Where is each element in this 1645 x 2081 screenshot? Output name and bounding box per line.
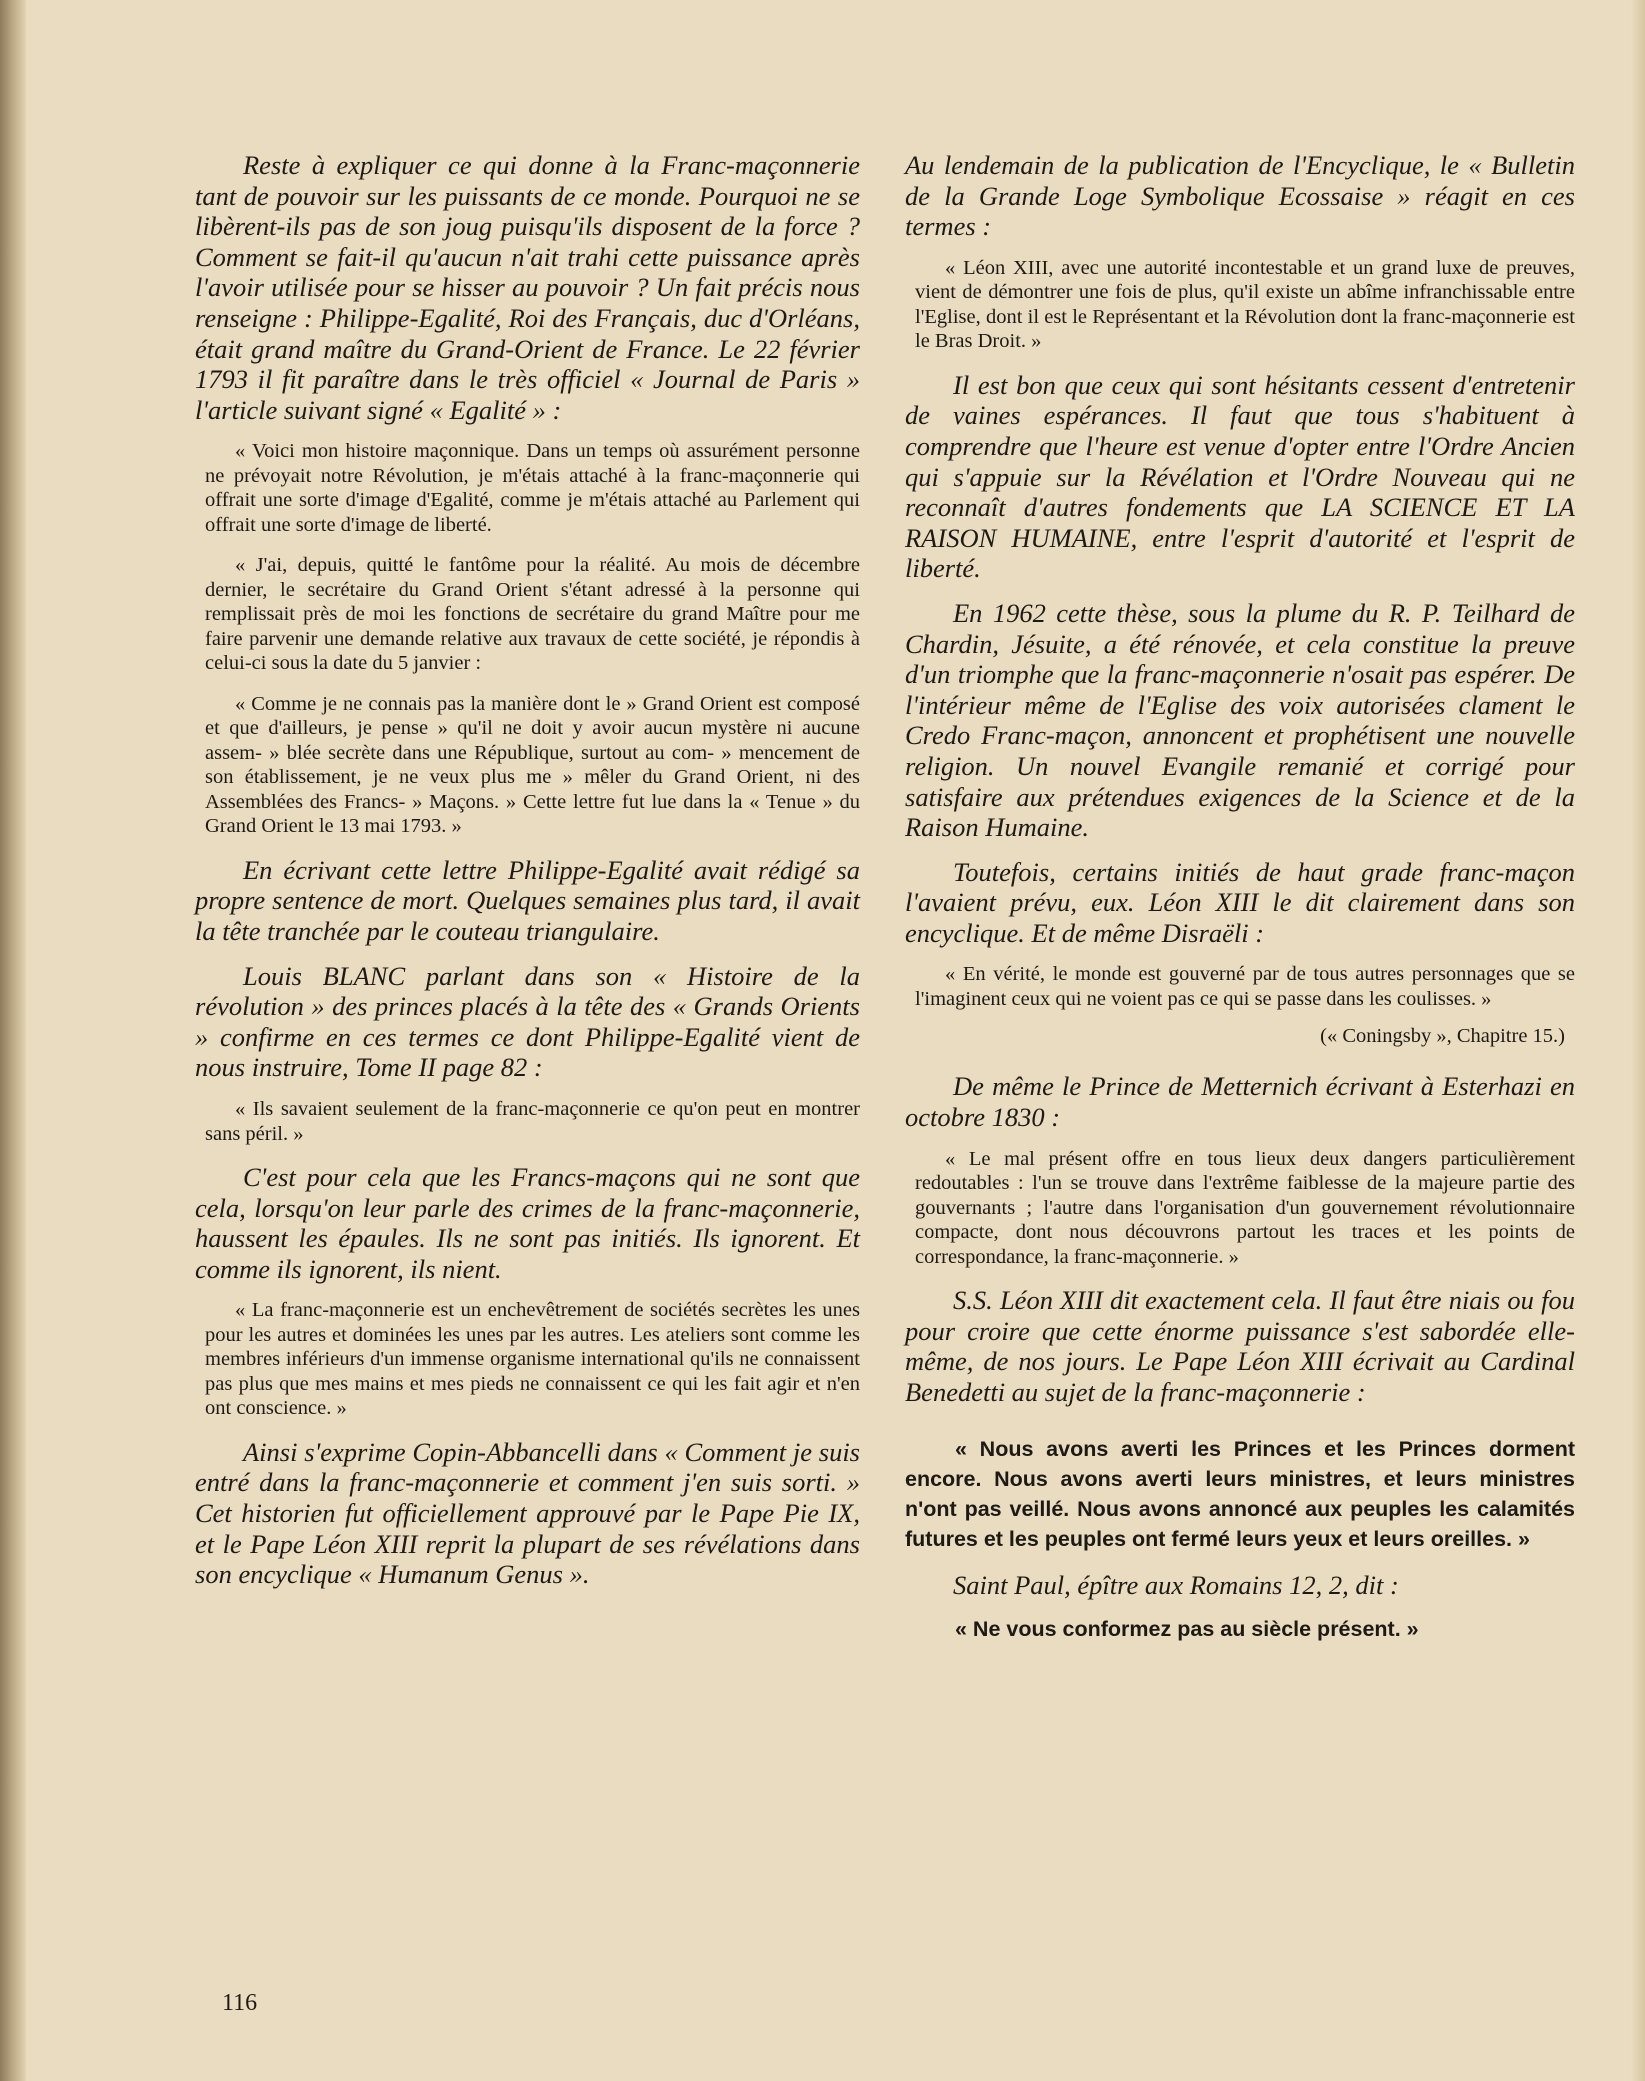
left-paragraph-5: Ainsi s'exprime Copin-Abbancelli dans « Comment je suis entré dans la franc-maçonnerie et comment j'en suis sorti. » Cet historien fut officiellement approuvé par le Pape Pie IX, et le Pape Léon XIII reprit la plupart de ses révélations dans son encyclique « Humanum Genus ». bbox=[195, 1436, 860, 1590]
quote-leon-xiii: « Nous avons averti les Princes et les Princes dorment encore. Nous avons averti leurs ministres, et leurs ministres n'ont pas veillé. Nous avons annoncé aux peuples les calamités futures et les peuples ont fermé leurs yeux et leurs oreilles. » bbox=[905, 1436, 1575, 1551]
quote-louis-blanc: « Ils savaient seulement de la franc-maçonnerie ce qu'on peut en montrer sans péril. » bbox=[205, 1098, 860, 1145]
right-paragraph-2: Il est bon que ceux qui sont hésitants cessent d'entretenir de vaines espérances. Il faut que tous s'habituent à comprendre que l'heure est venue d'opter entre l'Ordre Ancien qui s'appuie sur la Révélation et l'Ordre Nouveau qui ne reconnaît d'autres fondements que LA SCIENCE ET LA RAISON HUMAINE, entre l'esprit d'autorité et l'esprit de liberté. bbox=[905, 369, 1575, 584]
reference-coningsby: (« Coningsby », Chapitre 15.) bbox=[1320, 1025, 1565, 1048]
left-paragraph-4: C'est pour cela que les Francs-maçons qui ne sont que cela, lorsqu'on leur parle des crimes de la franc-maçonnerie, haussent les épaules. Ils ne sont pas initiés. Ils ignorent. Et comme ils ignorent, ils nient. bbox=[195, 1162, 860, 1284]
left-paragraph-1: Reste à expliquer ce qui donne à la Franc-maçonnerie tant de pouvoir sur les puissants de ce monde. Pourquoi ne se libèrent-ils pas de son joug puisqu'ils disposent de la force ? Comment se fait-il qu'aucun n'ait trahi cette puissance après l'avoir utilisée pour se hisser au pouvoir ? Un fait précis nous renseigne : Philippe-Egalité, Roi des Français, duc d'Orléans, était grand maître du Grand-Orient de France. Le 22 février 1793 il fit paraître dans le très officiel « Journal de Paris » l'article suivant signé « Egalité » : bbox=[195, 150, 860, 425]
right-paragraph-6: S.S. Léon XIII dit exactement cela. Il faut être niais ou fou pour croire que cette énorme puissance s'est sabordée elle-même, de nos jours. Le Pape Léon XIII écrivait au Cardinal Benedetti au sujet de la franc-maçonnerie : bbox=[905, 1285, 1575, 1407]
quote-franc-maconnerie: « La franc-maçonnerie est un enchevêtrement de sociétés secrètes les unes pour les autres et dominées les unes par les autres. Les ateliers sont comme les membres inférieurs d'un immense organisme international qu'ils ne connaissent pas plus que mes mains et mes pieds ne connaissent ce qui les fait agir et n'en ont conscience. » bbox=[205, 1299, 860, 1420]
quote-disraeli: « En vérité, le monde est gouverné par de tous autres personnages que se l'imaginent ceux qui ne voient pas ce qui se passe dans les coulisses. » bbox=[915, 963, 1575, 1010]
quote-egalite-letter: « Comme je ne connais pas la manière dont le » Grand Orient est composé et que d'ailleurs, je pense » qu'il ne doit y avoir aucun mystère ni aucune assem- » blée secrète dans une République, surtout au com- » mencement de son établissement, je ne veux plus me » mêler du Grand Orient, ni des Assemblées des Francs- » Maçons. » Cette lettre fut lue dans la « Tenue » du Grand Orient le 13 mai 1793. » bbox=[205, 692, 860, 838]
right-paragraph-5: De même le Prince de Metternich écrivant à Esterhazi en octobre 1830 : bbox=[905, 1071, 1575, 1133]
quote-saint-paul: « Ne vous conformez pas au siècle présent. » bbox=[955, 1617, 1419, 1642]
right-paragraph-3: En 1962 cette thèse, sous la plume du R. P. Teilhard de Chardin, Jésuite, a été rénovée, et cela constitue la preuve d'un triomphe que la franc-maçonnerie n'osait pas espérer. De l'intérieur même de l'Eglise des voix autorisées clament le Credo Franc-maçon, annoncent et prophétisent une nouvelle religion. Un nouvel Evangile remanié et corrigé pour satisfaire aux prétendues exigences de la Science et de la Raison Humaine. bbox=[905, 597, 1575, 843]
quote-metternich: « Le mal présent offre en tous lieux deux dangers particulièrement redoutables : l'un se trouve dans l'extrême faiblesse de la majeure partie des gouvernants ; l'autre dans l'organisation d'un gouvernement révolutionnaire compacte, dont nous découvrons partout les traces et les points de correspondance, la franc-maçonnerie. » bbox=[915, 1147, 1575, 1268]
left-column bbox=[195, 150, 860, 1604]
page-number: 116 bbox=[222, 1990, 258, 2016]
quote-bulletin: « Léon XIII, avec une autorité incontestable et un grand luxe de preuves, vient de démontrer une fois de plus, qu'il existe un abîme infranchissable entre l'Eglise, dont il est le Représentant et la Révolution dont la franc-maçonnerie est le Bras Droit. » bbox=[915, 256, 1575, 353]
page-edge bbox=[1631, 0, 1645, 2081]
right-column bbox=[905, 150, 1575, 1660]
quote-egalite-2: « J'ai, depuis, quitté le fantôme pour la réalité. Au mois de décembre dernier, le secrétaire du Grand Orient s'étant adressé à la personne qui remplissait près de moi les fonctions de secrétaire du grand Maître pour me faire parvenir une demande relative aux travaux de cette société, je répondis à celui-ci sous la date du 5 janvier : bbox=[205, 554, 860, 675]
binding-shadow bbox=[0, 0, 26, 2081]
right-paragraph-1: Au lendemain de la publication de l'Encyclique, le « Bulletin de la Grande Loge Symbolique Ecossaise » réagit en ces termes : bbox=[905, 150, 1575, 242]
quote-egalite-1: « Voici mon histoire maçonnique. Dans un temps où assurément personne ne prévoyait notre Révolution, je m'étais attaché à la franc-maçonnerie qui offrait une sorte d'image d'Egalité, comme je m'étais attaché au Parlement qui offrait une sorte d'image de liberté. bbox=[205, 440, 860, 536]
left-paragraph-2: En écrivant cette lettre Philippe-Egalité avait rédigé sa propre sentence de mort. Quelques semaines plus tard, il avait la tête tranchée par le couteau triangulaire. bbox=[195, 854, 860, 947]
left-paragraph-3: Louis BLANC parlant dans son « Histoire de la révolution » des princes placés à la tête des « Grands Orients » confirme en ces termes ce dont Philippe-Egalité vient de nous instruire, Tome II page 82 : bbox=[195, 960, 860, 1083]
right-paragraph-7: Saint Paul, épître aux Romains 12, 2, dit : bbox=[953, 1569, 1399, 1600]
right-paragraph-4: Toutefois, certains initiés de haut grade franc-maçon l'avaient prévu, eux. Léon XIII le dit clairement dans son encyclique. Et de même Disraëli : bbox=[905, 856, 1575, 948]
